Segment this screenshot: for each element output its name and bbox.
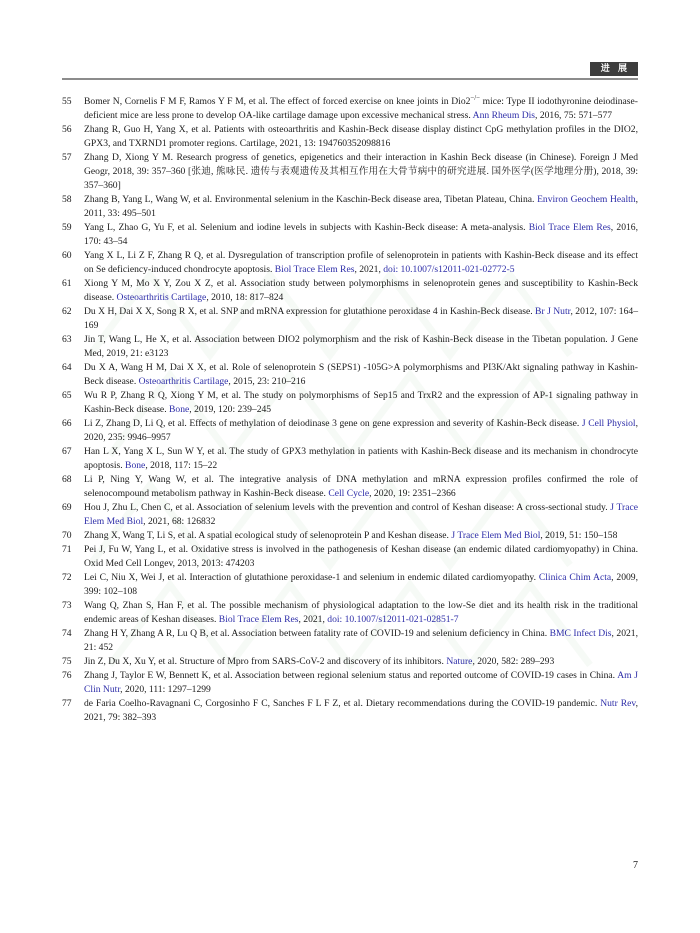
journal-link[interactable]: Am J Clin Nutr [84,670,638,695]
journal-link[interactable]: doi: 10.1007/s12011-021-02772-5 [383,264,515,275]
reference-text: Du X A, Wang H M, Dai X X, et al. Role of selenoprotein S (SEPS1) -105G>A polymorphisms and PI3K/Akt signaling pathway in Kashin-Beck disease. Osteoarthritis Cartilage, 2015, 23: 210–216 [84,362,638,387]
reference-number: 69 [62,502,72,513]
reference-item [62,627,638,655]
reference-number: 55 [62,96,72,107]
reference-item [62,529,638,543]
reference-text: Bomer N, Cornelis F M F, Ramos Y F M, et al. The effect of forced exercise on knee joints in Dio2−/− mice: Type II iodothyronine deiodinase-deficient mice are less prone to develop OA-like cartilage damage upon excessive mechanical stress. Ann Rheum Dis, 2016, 75: 571–577 [84,94,638,121]
reference-text: Zhang H Y, Zhang A R, Lu Q B, et al. Association between fatality rate of COVID-19 and selenium deficiency in China. BMC Infect Dis, 2021, 21: 452 [84,628,638,653]
reference-item [62,221,638,249]
reference-item [62,571,638,599]
reference-item [62,193,638,221]
reference-number: 66 [62,418,72,429]
journal-link[interactable]: Clinica Chim Acta [538,572,612,583]
reference-number: 68 [62,474,72,485]
reference-number: 62 [62,306,72,317]
reference-text: Lei C, Niu X, Wei J, et al. Interaction of glutathione peroxidase-1 and selenium in endemic dilated cardiomyopathy. Clinica Chim Acta, 2009, 399: 102–108 [84,572,638,597]
reference-text: Zhang J, Taylor E W, Bennett K, et al. Association between regional selenium status and reported outcome of COVID-19 cases in China. Am J Clin Nutr, 2020, 111: 1297–1299 [84,670,638,695]
journal-link[interactable]: Biol Trace Elem Res [218,614,299,625]
journal-link[interactable]: J Cell Physiol [581,418,636,429]
reference-text: de Faria Coelho-Ravagnani C, Corgosinho F C, Sanches F L F Z, et al. Dietary recommendations during the COVID-19 pandemic. Nutr Rev, 2021, 79: 382–393 [84,698,638,723]
reference-text: Du X H, Dai X X, Song R X, et al. SNP and mRNA expression for glutathione peroxidase 4 in Kashin-Beck disease. Br J Nutr, 2012, 107: 164–169 [84,306,638,331]
journal-link[interactable]: Osteoarthritis Cartilage [116,292,207,303]
reference-text: Li P, Ning Y, Wang W, et al. The integrative analysis of DNA methylation and mRNA expression profiles confirmed the role of selenocompound metabolism pathway in Kashin-Beck disease. Cell Cycle, 2020, 19: 2351–2366 [84,474,638,499]
reference-item [62,501,638,529]
reference-text: Yang L, Zhao G, Yu F, et al. Selenium and iodine levels in subjects with Kashin-Beck disease: A meta-analysis. Biol Trace Elem Res, 2016, 170: 43–54 [84,222,638,247]
reference-text: Han L X, Yang X L, Sun W Y, et al. The study of GPX3 methylation in patients with Kashin-Beck disease and its mechanism in chondrocyte apoptosis. Bone, 2018, 117: 15–22 [84,446,638,471]
reference-text: Wang Q, Zhan S, Han F, et al. The possible mechanism of physiological adaptation to the low-Se diet and its health risk in the traditional endemic areas of Keshan diseases. Biol Trace Elem Res, 2021, doi: 10.1007/s12011-021-02851-7 [84,600,638,625]
reference-number: 75 [62,656,72,667]
reference-number: 72 [62,572,72,583]
journal-link[interactable]: Bone [125,460,146,471]
reference-text: Zhang D, Xiong Y M. Research progress of genetics, epigenetics and their interaction in Kashin Beck disease (in Chinese). Foreign J Med Geogr, 2018, 39: 357–360 [张迪, 熊咏民. 遗传与表观遗传及其相互作用在大骨节病中的研究进展. 国外医学(医学地理分册), 2018, 39: 357–360] [84,152,638,191]
reference-text: Xiong Y M, Mo X Y, Zou X Z, et al. Association study between polymorphisms in selenoprotein genes and susceptibility to Kashin-Beck disease. Osteoarthritis Cartilage, 2010, 18: 817–824 [84,278,638,303]
reference-item [62,249,638,277]
reference-number: 67 [62,446,72,457]
reference-item [62,277,638,305]
journal-link[interactable]: Nature [446,656,473,667]
reference-number: 65 [62,390,72,401]
reference-number: 71 [62,544,72,555]
reference-number: 64 [62,362,72,373]
reference-number: 74 [62,628,72,639]
reference-number: 56 [62,124,72,135]
reference-item [62,123,638,151]
reference-number: 57 [62,152,72,163]
reference-number: 76 [62,670,72,681]
page-number: 7 [633,860,638,871]
reference-item [62,361,638,389]
journal-link[interactable]: Biol Trace Elem Res [274,264,355,275]
reference-number: 58 [62,194,72,205]
reference-item [62,95,638,123]
reference-item [62,333,638,361]
reference-text: Zhang R, Guo H, Yang X, et al. Patients with osteoarthritis and Kashin-Beck disease display distinct CpG methylation profiles in the DIO2, GPX3, and TXRND1 promoter regions. Cartilage, 2021, 13: 194760352098816 [84,124,638,149]
journal-link[interactable]: J Trace Elem Med Biol [451,530,541,541]
reference-text: Jin T, Wang L, He X, et al. Association between DIO2 polymorphism and the risk of Kashin-Beck disease in the Tibetan population. J Gene Med, 2019, 21: e3123 [84,334,638,359]
reference-item [62,445,638,473]
reference-list [62,95,638,725]
journal-link[interactable]: Br J Nutr [535,306,571,317]
reference-text: Zhang X, Wang T, Li S, et al. A spatial ecological study of selenoprotein P and Keshan disease. J Trace Elem Med Biol, 2019, 51: 150–158 [84,530,618,541]
reference-text: Yang X L, Li Z F, Zhang R Q, et al. Dysregulation of transcription profile of selenoprotein in patients with Kashin-Beck disease and its effect on Se deficiency-induced chondrocyte apoptosis. Biol Trace Elem Res, 2021, doi: 10.1007/s12011-021-02772-5 [84,250,638,275]
journal-link[interactable]: Nutr Rev [600,698,636,709]
reference-item [62,389,638,417]
reference-item [62,151,638,193]
journal-link[interactable]: Ann Rheum Dis [472,110,536,121]
reference-item [62,697,638,725]
journal-link[interactable]: Osteoarthritis Cartilage [138,376,229,387]
reference-number: 73 [62,600,72,611]
reference-number: 77 [62,698,72,709]
reference-text: Pei J, Fu W, Yang L, et al. Oxidative stress is involved in the pathogenesis of Keshan disease (an endemic dilated cardiomyopathy) in China. Oxid Med Cell Longev, 2013, 2013: 474203 [84,544,638,569]
journal-link[interactable]: Biol Trace Elem Res [528,222,611,233]
journal-link[interactable]: Cell Cycle [328,488,370,499]
journal-link[interactable]: J Trace Elem Med Biol [84,502,638,527]
journal-link[interactable]: BMC Infect Dis [549,628,612,639]
reference-number: 59 [62,222,72,233]
journal-link[interactable]: Environ Geochem Health [537,194,636,205]
reference-item [62,473,638,501]
journal-link[interactable]: doi: 10.1007/s12011-021-02851-7 [327,614,459,625]
reference-text: Jin Z, Du X, Xu Y, et al. Structure of Mpro from SARS-CoV-2 and discovery of its inhibitors. Nature, 2020, 582: 289–293 [84,656,555,667]
section-tag: 进 展 [590,62,638,76]
header-rule [62,78,638,80]
journal-link[interactable]: Bone [169,404,190,415]
reference-item [62,305,638,333]
reference-number: 61 [62,278,72,289]
reference-text: Wu R P, Zhang R Q, Xiong Y M, et al. The study on polymorphisms of Sep15 and TrxR2 and the expression of AP-1 signaling pathway in Kashin-Beck disease. Bone, 2019, 120: 239–245 [84,390,638,415]
reference-item [62,655,638,669]
reference-number: 70 [62,530,72,541]
reference-item [62,417,638,445]
reference-number: 63 [62,334,72,345]
reference-number: 60 [62,250,72,261]
reference-item [62,669,638,697]
reference-text: Hou J, Zhu L, Chen C, et al. Association of selenium levels with the prevention and control of Keshan disease: A cross-sectional study. J Trace Elem Med Biol, 2021, 68: 126832 [84,502,638,527]
reference-item [62,543,638,571]
reference-item [62,599,638,627]
reference-text: Li Z, Zhang D, Li Q, et al. Effects of methylation of deiodinase 3 gene on gene expression and severity of Kashin-Beck disease. J Cell Physiol, 2020, 235: 9946–9957 [84,418,638,443]
reference-text: Zhang B, Yang L, Wang W, et al. Environmental selenium in the Kaschin-Beck disease area, Tibetan Plateau, China. Environ Geochem Health, 2011, 33: 495–501 [84,194,638,219]
